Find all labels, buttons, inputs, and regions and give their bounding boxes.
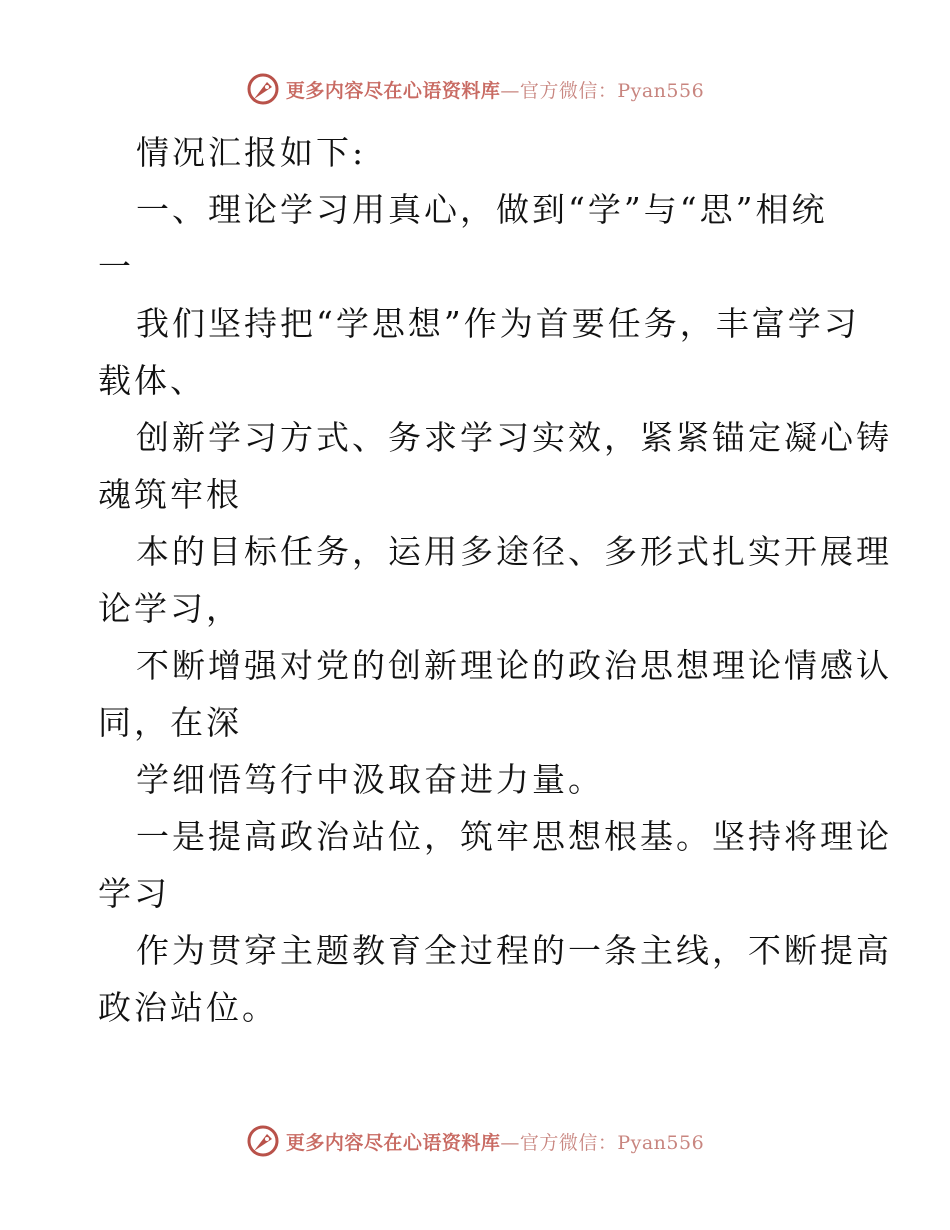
paragraph-line: 同，在深 — [98, 703, 242, 742]
paragraph-line: 我们坚持把“学思想”作为首要任务，丰富学习 — [136, 304, 860, 343]
paragraph-line: 论学习， — [98, 589, 242, 628]
paragraph-line: 创新学习方式、务求学习实效，紧紧锚定凝心铸 — [136, 418, 892, 457]
paragraph-line: 学习 — [98, 874, 170, 913]
paragraph-line: 本的目标任务，运用多途径、多形式扎实开展理 — [136, 532, 892, 571]
paragraph-line: 政治站位。 — [98, 988, 278, 1027]
document-body — [98, 124, 892, 1036]
paragraph-line: 一是提高政治站位，筑牢思想根基。坚持将理论 — [136, 817, 892, 856]
paragraph-line: 载体、 — [98, 361, 206, 400]
paragraph-line: 一 — [98, 247, 134, 286]
pen-nib-logo-icon — [246, 1124, 280, 1158]
watermark-text — [286, 76, 704, 103]
watermark-contact: —官方微信：Pyan556 — [500, 79, 705, 102]
watermark-brand: 更多内容尽在心语资料库 — [285, 1131, 501, 1154]
paragraph-line: 一、理论学习用真心，做到“学”与“思”相统 — [136, 190, 828, 229]
paragraph-line: 魂筑牢根 — [98, 475, 242, 514]
paragraph-line: 作为贯穿主题教育全过程的一条主线，不断提高 — [136, 931, 892, 970]
header-watermark — [0, 72, 950, 106]
paragraph-line: 学细悟笃行中汲取奋进力量。 — [136, 760, 604, 799]
pen-nib-logo-icon — [246, 72, 280, 106]
footer-watermark — [0, 1124, 950, 1158]
paragraph-line: 不断增强对党的创新理论的政治思想理论情感认 — [136, 646, 892, 685]
watermark-group — [246, 72, 704, 106]
paragraph-line: 情况汇报如下: — [136, 133, 367, 172]
watermark-brand: 更多内容尽在心语资料库 — [285, 79, 501, 102]
watermark-contact: —官方微信：Pyan556 — [500, 1131, 705, 1154]
watermark-group — [246, 1124, 704, 1158]
watermark-text — [286, 1128, 704, 1155]
